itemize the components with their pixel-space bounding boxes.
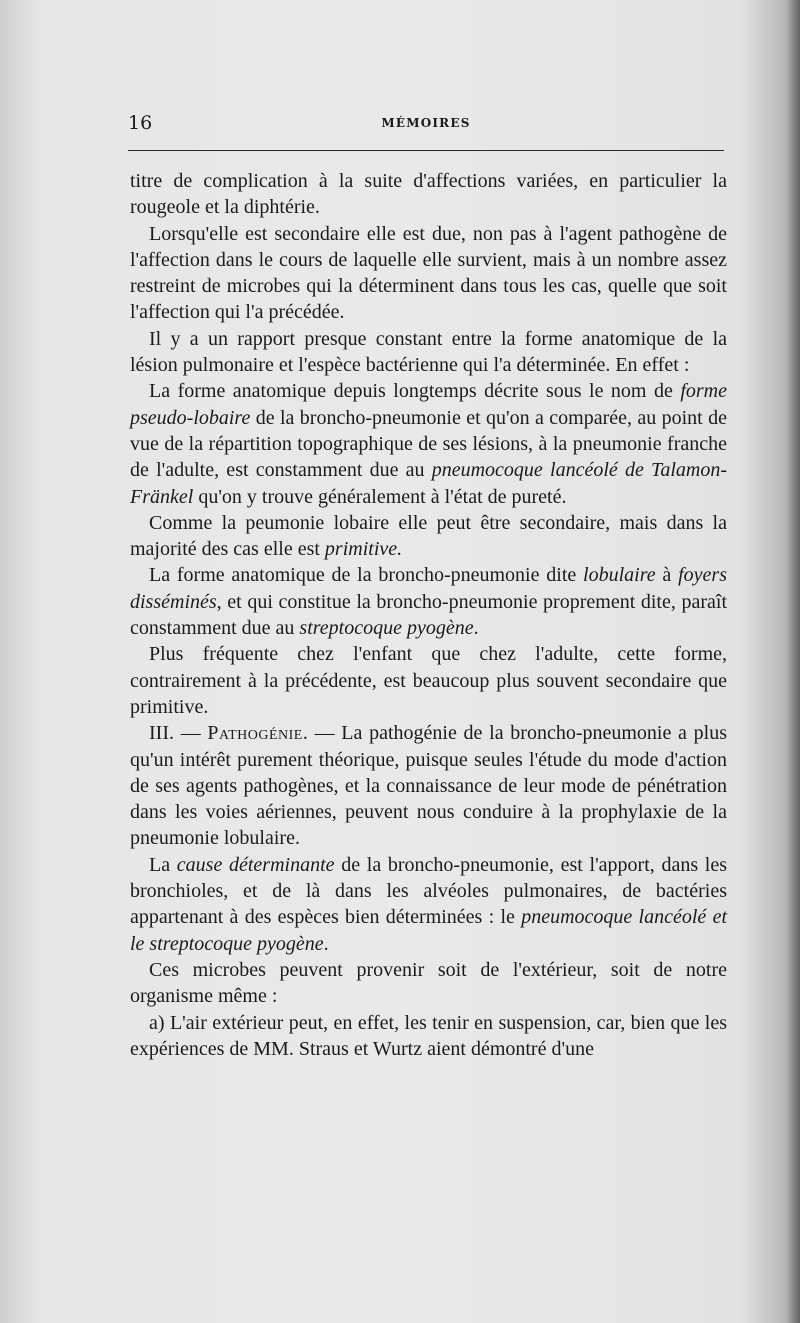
paragraph-4-italic-2: pneumocoque lancéolé de Talamon-Fränkel [130,459,727,508]
paragraph-6-text-4: . [473,617,479,640]
body-text [130,168,727,1062]
paragraph-9-italic-2: pneumocoque lancéolé et le streptocoque pyogène [130,906,727,955]
paragraph-6-text-3: , et qui constitue la broncho-pneumonie proprement dite, paraît constamment due au [130,590,727,640]
paragraph-4-text-2: de la broncho-pneumonie et qu'on a comparée, au point de vue de la répartition topographique de ses lésions, à la pneumonie franche de l'adulte, est constamment due au [130,406,727,482]
paragraph-8 [130,720,727,851]
paragraph-6-text-1: La forme anatomique de la broncho-pneumonie dite [149,564,584,587]
paragraph-4 [130,378,727,509]
header-rule [128,150,724,151]
paragraph-9-text-1: La [149,853,177,876]
paragraph-5 [130,510,727,563]
paragraph-6-italic-1: lobulaire [583,564,656,587]
paragraph-8-text-2: . — La pathogénie de la broncho-pneumonie a plus qu'un intérêt purement théorique, puisque seules l'étude du mode d'action de ses agents pathogènes, et la connaissance de leur mode de pénétration dans les voies aériennes, peuvent nous conduire à la prophylaxie de la pneumonie lobulaire. [130,722,727,850]
paragraph-4-text-1: La forme anatomique depuis longtemps décrite sous le nom de [149,380,681,403]
running-title: MÉMOIRES [381,116,471,130]
paragraph-4-text-3: qu'on y trouve généralement à l'état de pureté. [193,485,567,508]
paragraph-6-italic-2: foyers disséminés [130,564,727,613]
paragraph-6-text-2: à [655,564,679,587]
paragraph-10: Ces microbes peuvent provenir soit de l'extérieur, soit de notre organisme même : [130,958,727,1008]
paragraph-9-italic-1: cause déterminante [176,853,335,876]
paragraph-4-italic-1: forme pseudo-lobaire [130,380,727,429]
paragraph-8-text-1: III. — [149,722,208,745]
section-heading-pathogenie: Pathogénie [207,722,303,745]
paragraph-9-text-3: . [323,932,329,955]
page-header [128,112,724,136]
paragraph-5-text-1: Comme la peumonie lobaire elle peut être secondaire, mais dans la majorité des cas elle est [130,511,727,561]
paragraph-7: Plus fréquente chez l'enfant que chez l'adulte, cette forme, contrairement à la précédente, est beaucoup plus souvent secondaire que primitive. [130,643,727,718]
paragraph-6 [130,562,727,641]
page-edge-shadow [786,0,800,1323]
paragraph-6-italic-3: streptocoque pyogène [299,617,474,640]
page-number: 16 [128,112,153,134]
paragraph-2: Lorsqu'elle est secondaire elle est due, non pas à l'agent pathogène de l'affection dans le cours de laquelle elle survient, mais à un nombre assez restreint de microbes qui la déterminent dans tous les cas, quelle que soit l'affection qui l'a précédée. [130,222,727,324]
paragraph-9-text-2: de la broncho-pneumonie, est l'apport, dans les bronchioles, et de là dans les alvéoles pulmonaires, de bactéries appartenant à des espèces bien déterminées : le [130,853,727,929]
paragraph-3: Il y a un rapport presque constant entre la forme anatomique de la lésion pulmonaire et l'espèce bactérienne qui l'a déterminée. En effet : [130,327,727,377]
paragraph-11: a) L'air extérieur peut, en effet, les tenir en suspension, car, bien que les expériences de MM. Straus et Wurtz aient démontré d'une [130,1011,727,1060]
paragraph-5-italic-1: primitive. [324,538,403,561]
paragraph-1: titre de complication à la suite d'affections variées, en particulier la rougeole et la diphtérie. [130,170,727,219]
paragraph-9 [130,852,727,957]
